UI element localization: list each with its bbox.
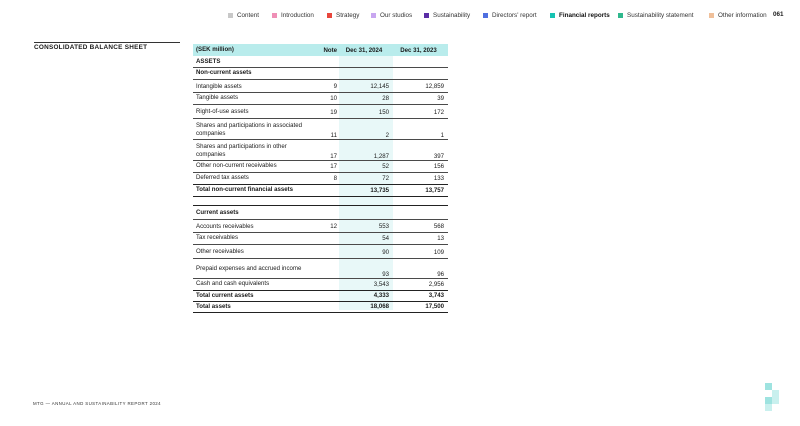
table-row: Cash and cash equivalents 3,543 2,956 — [193, 278, 448, 291]
spacer-rule — [193, 204, 448, 206]
table-row: Prepaid expenses and accrued income 93 96 — [193, 260, 448, 279]
nav-item-other-information[interactable]: Other information — [709, 10, 767, 20]
table-row: Right-of-use assets 19 150 172 — [193, 106, 448, 119]
section-title: CONSOLIDATED BALANCE SHEET — [34, 44, 148, 51]
section-divider — [34, 42, 180, 43]
nav-item-sustainability-statement[interactable]: Sustainability statement — [618, 10, 694, 20]
nav-square-icon — [327, 13, 332, 18]
nav-item-our-studios[interactable]: Our studios — [371, 10, 412, 20]
table-row: Accounts receivables 12 553 568 — [193, 221, 448, 233]
nav-item-directors-report[interactable]: Directors' report — [483, 10, 537, 20]
assets-heading: ASSETS — [193, 56, 448, 68]
nav-square-icon — [424, 13, 429, 18]
nav-square-icon — [272, 13, 277, 18]
current-heading: Current assets — [193, 207, 448, 220]
brand-logo-icon — [765, 383, 785, 411]
nav-item-sustainability[interactable]: Sustainability — [424, 10, 470, 20]
table-row: Intangible assets 9 12,145 12,859 — [193, 81, 448, 93]
table-row: Other non-current receivables 17 52 156 — [193, 160, 448, 173]
table-row: Tax receivables 54 13 — [193, 232, 448, 245]
nav-square-icon — [371, 13, 376, 18]
nav-square-icon — [618, 13, 623, 18]
top-navigation — [0, 10, 800, 20]
nav-item-strategy[interactable]: Strategy — [327, 10, 359, 20]
table-row: Shares and participations in other companies 17 1,287 397 — [193, 141, 448, 161]
nav-square-icon — [483, 13, 488, 18]
table-row: Shares and participations in associated companies 11 2 1 — [193, 120, 448, 140]
report-footer: MTG — ANNUAL AND SUSTAINABILITY REPORT 2024 — [33, 401, 161, 406]
table-header: (SEK million) Note Dec 31, 2024 Dec 31, 2023 — [193, 44, 448, 56]
nav-item-introduction[interactable]: Introduction — [272, 10, 314, 20]
nav-square-icon — [709, 13, 714, 18]
total-current-row: Total current assets 4,333 3,743 — [193, 290, 448, 302]
page-number: 061 — [773, 11, 784, 18]
noncurrent-heading: Non-current assets — [193, 67, 448, 80]
table-row: Other receivables 90 109 — [193, 246, 448, 259]
nav-square-icon — [228, 13, 233, 18]
total-assets-row: Total assets 18,068 17,500 — [193, 301, 448, 313]
table-row: Tangible assets 10 28 39 — [193, 92, 448, 105]
table-row: Deferred tax assets 8 72 133 — [193, 172, 448, 185]
nav-item-content[interactable]: Content — [228, 10, 259, 20]
total-noncurrent-row: Total non-current financial assets 13,735 13,757 — [193, 184, 448, 197]
nav-item-financial-reports[interactable]: Financial reports — [550, 10, 610, 20]
nav-square-icon — [550, 13, 555, 18]
